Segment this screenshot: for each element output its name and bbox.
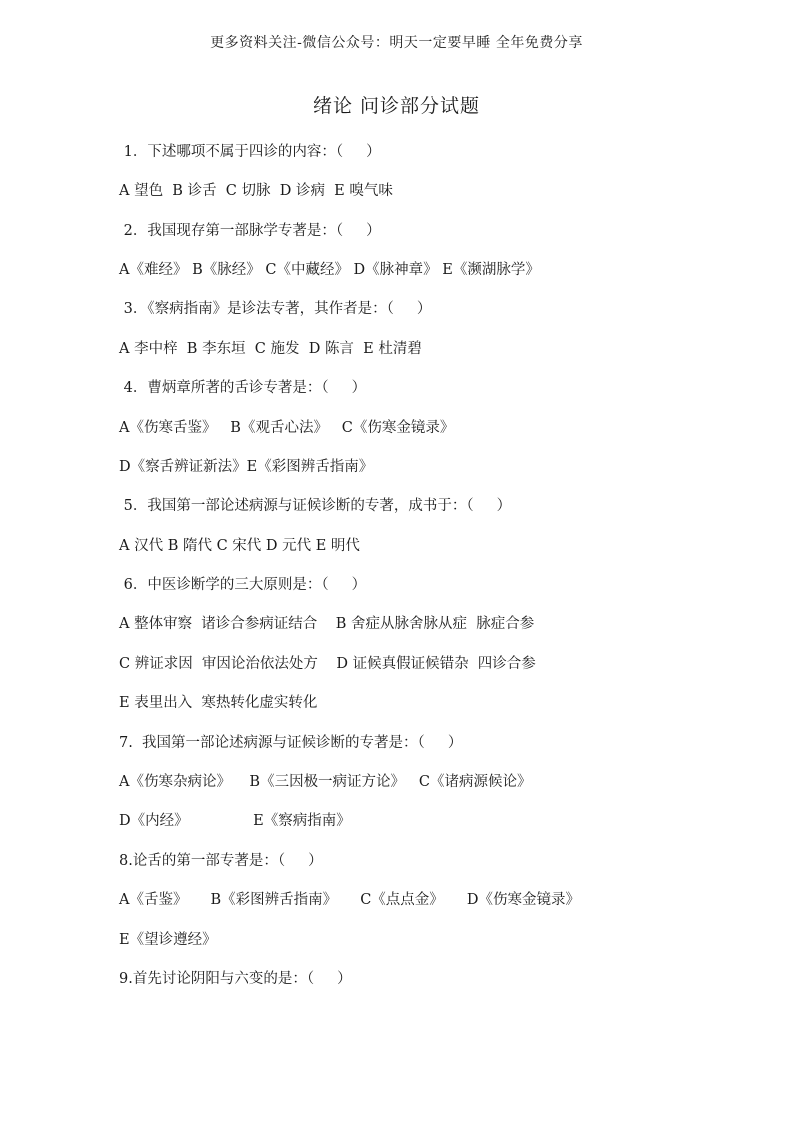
options-4a: A《伤寒舌鉴》 B《观舌心法》 C《伤寒金镜录》 bbox=[119, 420, 455, 436]
page-title: 绪论 问诊部分试题 bbox=[312, 95, 481, 117]
options-8b: E《望诊遵经》 bbox=[119, 932, 217, 948]
question-2: 2．我国现存第一部脉学专著是：（ ） bbox=[119, 223, 381, 239]
options-2: A《难经》 B《脉经》 C《中藏经》 D《脉神章》 E《濒湖脉学》 bbox=[119, 262, 540, 278]
options-6a: A 整体审察 诸诊合参病证结合 B 舍症从脉舍脉从症 脉症合参 bbox=[119, 616, 535, 632]
question-8: 8.论舌的第一部专著是：（ ） bbox=[119, 853, 323, 869]
question-9: 9.首先讨论阴阳与六变的是：（ ） bbox=[119, 971, 352, 987]
question-1: 1．下述哪项不属于四诊的内容：（ ） bbox=[119, 144, 381, 160]
options-4b: D《察舌辨证新法》E《彩图辨舌指南》 bbox=[119, 459, 374, 475]
question-3: 3．《察病指南》是诊法专著，其作者是：（ ） bbox=[119, 301, 432, 317]
header-note: 更多资料关注-微信公众号：明天一定要早睡 全年免费分享 bbox=[210, 35, 583, 51]
options-1: A 望色 B 诊舌 C 切脉 D 诊病 E 嗅气味 bbox=[119, 183, 393, 199]
options-8a: A《舌鉴》 B《彩图辨舌指南》 C《点点金》 D《伤寒金镜录》 bbox=[119, 892, 580, 908]
question-6: 6．中医诊断学的三大原则是：（ ） bbox=[119, 577, 367, 593]
options-7b: D《内经》 E《察病指南》 bbox=[119, 813, 351, 829]
question-5: 5．我国第一部论述病源与证候诊断的专著，成书于：（ ） bbox=[119, 498, 512, 514]
options-6b: C 辨证求因 审因论治依法处方 D 证候真假证候错杂 四诊合参 bbox=[119, 656, 536, 672]
question-4: 4．曹炳章所著的舌诊专著是：（ ） bbox=[119, 380, 367, 396]
options-5: A 汉代 B 隋代 C 宋代 D 元代 E 明代 bbox=[119, 538, 360, 554]
options-6c: E 表里出入 寒热转化虚实转化 bbox=[119, 695, 318, 711]
question-7: 7. 我国第一部论述病源与证候诊断的专著是：（ ） bbox=[119, 735, 463, 751]
options-3: A 李中梓 B 李东垣 C 施发 D 陈言 E 杜清碧 bbox=[119, 341, 422, 357]
options-7a: A《伤寒杂病论》 B《三因极一病证方论》 C《诸病源候论》 bbox=[119, 774, 532, 790]
